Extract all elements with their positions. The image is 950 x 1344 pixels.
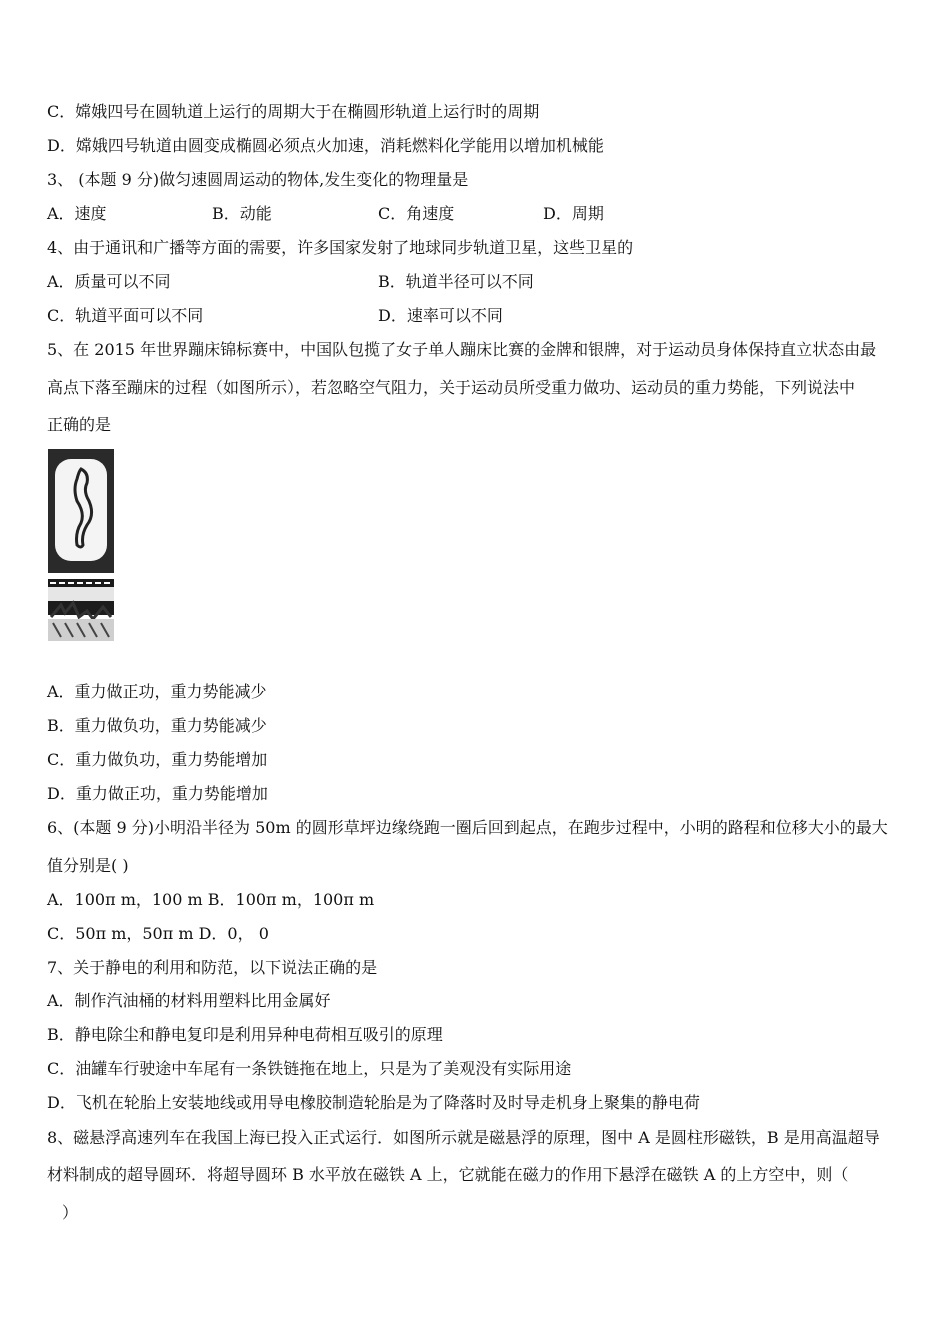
question-4: 4、由于通讯和广播等方面的需要，许多国家发射了地球同步轨道卫星，这些卫星的 [47,238,634,257]
question-5-line-3: 正确的是 [47,415,112,434]
trampoline-figure-image [47,447,115,647]
question-8-line-2: 材料制成的超导圆环．将超导圆环 B 水平放在磁铁 A 上，它就能在磁力的作用下悬浮在磁铁 A 的上方空中，则（ [47,1165,849,1184]
q4-option-c: C．轨道平面可以不同 [47,306,204,325]
q7-option-c: C．油罐车行驶途中车尾有一条铁链拖在地上，只是为了美观没有实际用途 [47,1059,572,1078]
q6-options-ab: A．100π m，100 m B．100π m，100π m [47,890,375,909]
line-c-option: C．嫦娥四号在圆轨道上运行的周期大于在椭圆形轨道上运行时的周期 [47,102,540,121]
question-5-line-2: 高点下落至蹦床的过程（如图所示），若忽略空气阻力，关于运动员所受重力做功、运动员的重力势能，下列说法中 [47,378,856,397]
trampoline-photo [47,447,115,647]
q7-option-b: B．静电除尘和静电复印是利用异种电荷相互吸引的原理 [47,1025,443,1044]
q7-option-a: A．制作汽油桶的材料用塑料比用金属好 [47,991,331,1010]
question-8-line-3: ） [62,1203,79,1222]
question-3: 3、 (本题 9 分)做匀速圆周运动的物体,发生变化的物理量是 [47,170,469,189]
q5-option-d: D．重力做正功，重力势能增加 [47,784,268,803]
q5-option-b: B．重力做负功，重力势能减少 [47,716,267,735]
q5-option-c: C．重力做负功，重力势能增加 [47,750,268,769]
question-6-line-1: 6、(本题 9 分)小明沿半径为 50m 的圆形草坪边缘绕跑一圈后回到起点，在跑步过程中，小明的路程和位移大小的最大 [47,818,888,837]
q4-option-a: A．质量可以不同 [47,272,171,291]
q3-option-d: D．周期 [543,204,604,223]
question-5-line-1: 5、在 2015 年世界蹦床锦标赛中，中国队包揽了女子单人蹦床比赛的金牌和银牌，对于运动员身体保持直立状态由最 [47,340,877,359]
q5-option-a: A．重力做正功，重力势能减少 [47,682,267,701]
q3-option-c: C．角速度 [378,204,455,223]
question-6-line-2: 值分别是( ) [47,856,129,875]
q4-option-b: B．轨道半径可以不同 [378,272,534,291]
q3-option-b: B．动能 [212,204,272,223]
q6-options-cd: C．50π m，50π m D．0， 0 [47,924,269,943]
q7-option-d: D．飞机在轮胎上安装地线或用导电橡胶制造轮胎是为了降落时及时导走机身上聚集的静电荷 [47,1093,700,1112]
question-8-line-1: 8、磁悬浮高速列车在我国上海已投入正式运行．如图所示就是磁悬浮的原理，图中 A 是圆柱形磁铁，B 是用高温超导 [47,1128,880,1147]
question-7: 7、关于静电的利用和防范，以下说法正确的是 [47,958,378,977]
line-d-option: D．嫦娥四号轨道由圆变成椭圆必须点火加速，消耗燃料化学能用以增加机械能 [47,136,604,155]
q4-option-d: D．速率可以不同 [378,306,503,325]
q3-option-a: A．速度 [47,204,107,223]
